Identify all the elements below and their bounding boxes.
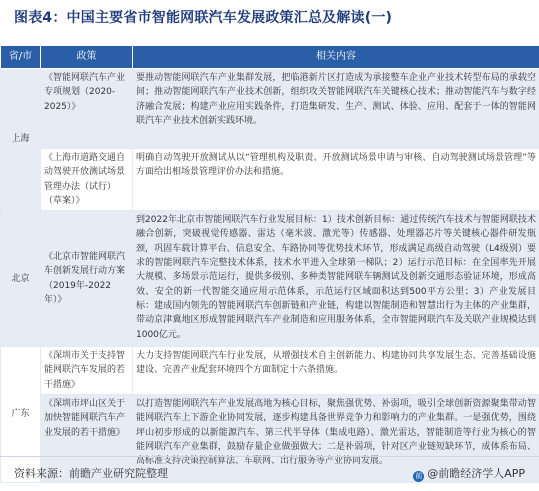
header-content: 相关内容 [133, 46, 539, 69]
footer [0, 456, 539, 491]
policy-content: 到2022年北京市智能网联汽车行业发展目标：1）技术创新目标：通过传统汽车技术与智能网联技术融合创新，突破视觉传感器、雷达（毫米波、激光等）传感器、处理器芯片等关键核心器件研发瓶颈，巩固车载计算平台、信息安全、车路协同等优势技术环节，形成满足高级自动驾驶（L4级别）要求的智能网联汽车完整技术体系，技术水平进入全球第一梯队；2）运行示范目标：在全国率先开展大规模、多场景示范运行，提供多级别、多种类智能网联车辆测试及创新交通形态验证环境，形成高效、安全的新一代智能交通应用示范体系，示范运行区域面积达到500平方公里；3）产业发展目标：建成国内领先的智能网联汽车创新链和产业链，构建以智能制造和智慧出行为主体的产业集群，带动京津冀地区形成智能网联汽车产业制造和应用服务体系，全市智能网联汽车及关联产业规模达到1000亿元。 [133, 211, 539, 347]
header-province: 省/市 [1, 46, 41, 69]
policy-content: 大力支持智能网联汽车行业发展，从增强技术自主创新能力、构建协同共享发展生态、完善基础设施建设、完善产业配套环境四个方面制定十六条措施。 [133, 347, 539, 395]
source-note: 资料来源：前瞻产业研究院整理 [14, 465, 168, 481]
policy-content: 要推动智能网联汽车产业集群发展，把临港新片区打造成为承接整车企业产业技术转型布局的承载空间；推动智能网联汽车产业技术创新，组织攻关智能网联汽车关键核心技术；推动智能汽车与数字经济融合发展；构建产业应用实践条件，打造集研发、生产、测试、体验、应用、配套于一体的智能网联汽车产业技术创新实践环境。 [133, 69, 539, 149]
chart-title: 图表4：中国主要省市智能网联汽车发展政策汇总及解读(一) [14, 7, 392, 27]
policy-name: 《上海市道路交通自动驾驶开放测试场景管理办法（试行）（草案）》 [41, 149, 133, 211]
province-cell: 北京 [1, 211, 41, 347]
table-row [1, 347, 539, 395]
policy-name: 《深圳市关于支持智能网联汽车发展的若干措施》 [41, 347, 133, 395]
table-row [1, 69, 539, 149]
brand-credit [413, 465, 525, 482]
policy-name: 《深圳市坪山区关于加快智能网联汽车产业发展的若干措施》 [41, 395, 133, 483]
table-header-row [1, 46, 539, 69]
table-row [1, 149, 539, 211]
brand-label: @前瞻经济学人APP [427, 467, 525, 480]
policy-content: 以打造智能网联汽车产业发展高地为核心目标，聚焦强优势、补弱项，吸引全球创新资源聚集带动智能网联汽车上下游企业协同发展，逐步构建具备世界竞争力和影响力的产业集群。一是强优势，围绕坪山初步形成的以新能源汽车、第三代半导体（集成电路）、激光雷达，智能制造等行业为核心的智能网联汽车产业集群，鼓励存量企业做强做大；二是补弱项，针对区产业链短缺环节，成体系布局、高标准支持决策控制算法、车联网、出行服务等产业协同发展。 [133, 395, 539, 483]
province-cell: 上海 [1, 69, 41, 211]
table-row [1, 211, 539, 347]
header-policy: 政策 [41, 46, 133, 69]
policy-content: 明确自动驾驶开放测试从以“管理机构及职责、开放测试场景申请与审核、自动驾驶测试场景管理”等方面给出相场景管理评价办法和措施。 [133, 149, 539, 211]
policy-name: 《北京市智能网联汽车创新发展行动方案（2019年-2022年）》 [41, 211, 133, 347]
province-cell: 广东 [1, 347, 41, 483]
policy-name: 《智能网联汽车产业专项规划（2020-2025）》 [41, 69, 133, 149]
qianzhan-logo-icon: 前 [413, 471, 424, 482]
policy-table [0, 45, 539, 483]
